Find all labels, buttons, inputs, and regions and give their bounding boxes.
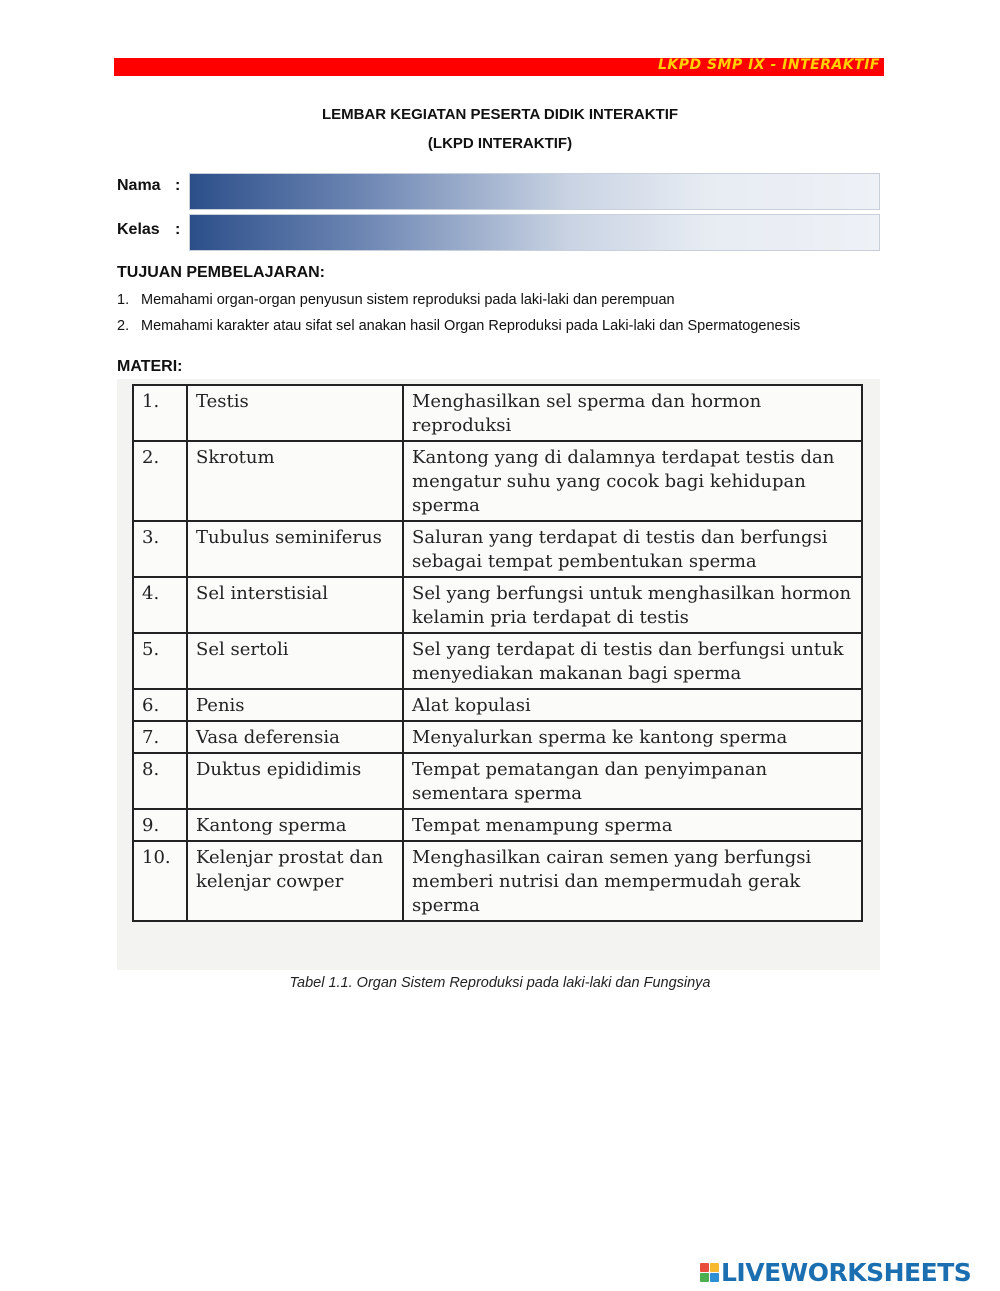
liveworksheets-brand[interactable] bbox=[700, 1258, 971, 1286]
table-caption: Tabel 1.1. Organ Sistem Reproduksi pada laki-laki dan Fungsinya bbox=[289, 975, 711, 991]
table-row bbox=[133, 689, 862, 721]
materi-heading: MATERI: bbox=[117, 358, 183, 375]
organ-table bbox=[132, 384, 863, 922]
brand-text: LIVEWORKSHEETS bbox=[721, 1257, 972, 1287]
list-item-number: 2. bbox=[117, 318, 130, 334]
row-organ: Kantong sperma bbox=[187, 809, 403, 841]
class-field[interactable] bbox=[189, 214, 880, 251]
objectives-heading: TUJUAN PEMBELAJARAN: bbox=[117, 264, 326, 281]
row-organ: Duktus epididimis bbox=[187, 753, 403, 809]
row-number: 7. bbox=[133, 721, 187, 753]
row-number: 1. bbox=[133, 385, 187, 441]
row-function: Tempat menampung sperma bbox=[403, 809, 862, 841]
row-number: 9. bbox=[133, 809, 187, 841]
row-organ: Tubulus seminiferus bbox=[187, 521, 403, 577]
row-organ: Sel interstisial bbox=[187, 577, 403, 633]
row-number: 4. bbox=[133, 577, 187, 633]
row-organ: Skrotum bbox=[187, 441, 403, 521]
table-row bbox=[133, 385, 862, 441]
row-function: Menghasilkan cairan semen yang berfungsi memberi nutrisi dan mempermudah gerak sperma bbox=[403, 841, 862, 921]
row-number: 2. bbox=[133, 441, 187, 521]
name-label: Nama bbox=[117, 177, 161, 194]
logo-block bbox=[710, 1273, 719, 1282]
objectives-list bbox=[117, 291, 917, 343]
header-tag: LKPD SMP IX - INTERAKTIF bbox=[657, 57, 880, 73]
row-function: Alat kopulasi bbox=[403, 689, 862, 721]
row-function: Kantong yang di dalamnya terdapat testis dan mengatur suhu yang cocok bagi kehidupan sperma bbox=[403, 441, 862, 521]
logo-block bbox=[700, 1263, 709, 1272]
liveworksheets-logo-icon bbox=[700, 1263, 719, 1282]
row-organ: Kelenjar prostat dan kelenjar cowper bbox=[187, 841, 403, 921]
organ-table-image bbox=[117, 379, 880, 970]
row-organ: Sel sertoli bbox=[187, 633, 403, 689]
table-row bbox=[133, 577, 862, 633]
logo-block bbox=[700, 1273, 709, 1282]
table-row bbox=[133, 809, 862, 841]
name-field[interactable] bbox=[189, 173, 880, 210]
list-item-text: Memahami organ-organ penyusun sistem reproduksi pada laki-laki dan perempuan bbox=[141, 292, 675, 308]
list-item-text: Memahami karakter atau sifat sel anakan hasil Organ Reproduksi pada Laki-laki dan Spermatogenesis bbox=[141, 318, 801, 334]
table-row bbox=[133, 841, 862, 921]
row-number: 8. bbox=[133, 753, 187, 809]
row-number: 6. bbox=[133, 689, 187, 721]
table-row bbox=[133, 521, 862, 577]
table-row bbox=[133, 721, 862, 753]
row-organ: Testis bbox=[187, 385, 403, 441]
row-function: Menghasilkan sel sperma dan hormon reproduksi bbox=[403, 385, 862, 441]
list-item bbox=[117, 317, 917, 343]
row-number: 5. bbox=[133, 633, 187, 689]
page-subtitle: (LKPD INTERAKTIF) bbox=[427, 135, 573, 152]
logo-block bbox=[710, 1263, 719, 1272]
row-function: Saluran yang terdapat di testis dan berfungsi sebagai tempat pembentukan sperma bbox=[403, 521, 862, 577]
row-organ: Vasa deferensia bbox=[187, 721, 403, 753]
list-item-number: 1. bbox=[117, 292, 130, 308]
row-function: Tempat pematangan dan penyimpanan sementara sperma bbox=[403, 753, 862, 809]
class-colon: : bbox=[175, 221, 181, 238]
row-organ: Penis bbox=[187, 689, 403, 721]
row-function: Sel yang berfungsi untuk menghasilkan hormon kelamin pria terdapat di testis bbox=[403, 577, 862, 633]
row-function: Sel yang terdapat di testis dan berfungsi untuk menyediakan makanan bagi sperma bbox=[403, 633, 862, 689]
class-label: Kelas bbox=[117, 221, 160, 238]
table-row bbox=[133, 441, 862, 521]
header-bar bbox=[114, 58, 884, 76]
row-function: Menyalurkan sperma ke kantong sperma bbox=[403, 721, 862, 753]
table-row bbox=[133, 753, 862, 809]
name-colon: : bbox=[175, 177, 181, 194]
table-row bbox=[133, 633, 862, 689]
list-item bbox=[117, 291, 917, 317]
row-number: 3. bbox=[133, 521, 187, 577]
page-title: LEMBAR KEGIATAN PESERTA DIDIK INTERAKTIF bbox=[321, 106, 679, 123]
row-number: 10. bbox=[133, 841, 187, 921]
